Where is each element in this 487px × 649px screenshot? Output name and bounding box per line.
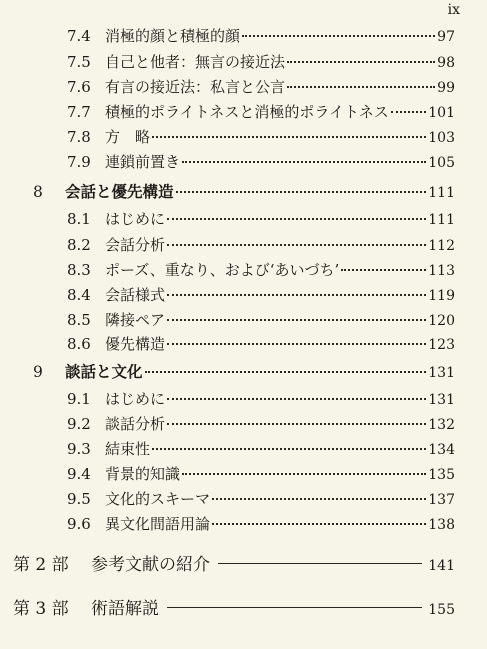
entry-title: 会話分析 bbox=[105, 236, 166, 254]
entry-number: 7.7 bbox=[67, 103, 91, 121]
dot-leader bbox=[287, 61, 435, 63]
entry-title: 結束性 bbox=[105, 440, 151, 458]
toc-entry-8-6 bbox=[67, 333, 455, 354]
entry-page: 135 bbox=[428, 467, 455, 483]
entry-number: 8.2 bbox=[67, 236, 91, 254]
toc-entry-9-5 bbox=[67, 488, 455, 509]
part-number: 第 2 部 bbox=[13, 555, 69, 575]
dot-leader bbox=[242, 35, 435, 37]
dot-leader bbox=[167, 294, 426, 296]
entry-title: ポーズ、重なり、および‘あいづち’ bbox=[105, 261, 340, 279]
toc-entry-7-5 bbox=[67, 51, 455, 72]
dot-leader bbox=[212, 498, 426, 500]
part-title: 参考文献の紹介 bbox=[91, 555, 210, 575]
entry-page: 99 bbox=[437, 80, 455, 96]
entry-page: 138 bbox=[428, 517, 455, 533]
dot-leader bbox=[167, 398, 426, 400]
entry-title: 連鎖前置き bbox=[105, 153, 181, 171]
entry-title: 背景的知識 bbox=[105, 465, 181, 483]
dot-leader bbox=[167, 423, 426, 425]
entry-page: 141 bbox=[428, 558, 455, 574]
toc-entry-9-2 bbox=[67, 413, 455, 434]
part-number: 第 3 部 bbox=[13, 599, 69, 619]
rule-leader bbox=[218, 563, 422, 564]
dot-leader bbox=[287, 86, 435, 88]
entry-number: 8.4 bbox=[67, 286, 91, 304]
entry-number: 7.8 bbox=[67, 128, 91, 146]
entry-title: 隣接ペア bbox=[105, 311, 166, 329]
dot-leader bbox=[152, 448, 426, 450]
entry-page: 113 bbox=[428, 263, 455, 279]
entry-title: 談話分析 bbox=[105, 415, 166, 433]
toc-entry-8-2 bbox=[67, 234, 455, 255]
entry-number: 8.5 bbox=[67, 311, 91, 329]
toc-entry-7-4 bbox=[67, 25, 455, 46]
entry-title: 優先構造 bbox=[105, 335, 166, 353]
toc-entry-9-4 bbox=[67, 463, 455, 484]
entry-page: 103 bbox=[428, 130, 455, 146]
toc-chapter-9 bbox=[33, 360, 455, 382]
entry-number: 7.5 bbox=[67, 53, 91, 71]
entry-title: 消極的顔と積極的顔 bbox=[105, 27, 241, 45]
dot-leader bbox=[182, 473, 426, 475]
dot-leader bbox=[152, 136, 426, 138]
entry-page: 119 bbox=[428, 288, 455, 304]
dot-leader bbox=[167, 218, 426, 220]
entry-number: 9.2 bbox=[67, 415, 91, 433]
toc-entry-7-9 bbox=[67, 151, 455, 172]
entry-page: 111 bbox=[428, 212, 455, 228]
dot-leader bbox=[167, 319, 426, 321]
toc-chapter-8 bbox=[33, 180, 455, 202]
entry-title: はじめに bbox=[105, 210, 166, 228]
toc-entry-8-3 bbox=[67, 259, 455, 280]
toc-part-2 bbox=[13, 550, 455, 575]
toc-entry-9-6 bbox=[67, 513, 455, 534]
toc-entry-8-4 bbox=[67, 284, 455, 305]
entry-number: 9.3 bbox=[67, 440, 91, 458]
dot-leader bbox=[167, 343, 426, 345]
toc-entry-8-5 bbox=[67, 309, 455, 330]
entry-page: 134 bbox=[428, 442, 455, 458]
entry-title: 積極的ポライトネスと消極的ポライトネス bbox=[105, 103, 389, 121]
dot-leader bbox=[212, 523, 426, 525]
entry-number: 9.6 bbox=[67, 515, 91, 533]
entry-number: 9.5 bbox=[67, 490, 91, 508]
entry-number: 9.1 bbox=[67, 390, 91, 408]
entry-page: 120 bbox=[428, 313, 455, 329]
entry-page: 131 bbox=[428, 365, 455, 381]
entry-number: 7.6 bbox=[67, 78, 91, 96]
entry-page: 112 bbox=[428, 238, 455, 254]
chapter-number: 9 bbox=[33, 363, 43, 381]
toc-entry-7-7 bbox=[67, 101, 455, 122]
chapter-title: 談話と文化 bbox=[65, 363, 143, 381]
page-number: ix bbox=[447, 2, 460, 18]
entry-title: 会話様式 bbox=[105, 286, 166, 304]
entry-title: 異文化間語用論 bbox=[105, 515, 211, 533]
entry-page: 101 bbox=[428, 105, 455, 121]
entry-page: 111 bbox=[428, 185, 455, 201]
toc-entry-7-8 bbox=[67, 126, 455, 147]
toc-part-3 bbox=[13, 594, 455, 619]
entry-number: 7.4 bbox=[67, 27, 91, 45]
entry-title: 方 略 bbox=[105, 128, 151, 146]
entry-number: 9.4 bbox=[67, 465, 91, 483]
entry-page: 155 bbox=[428, 602, 455, 618]
part-title: 術語解説 bbox=[91, 599, 159, 619]
entry-title: 自己と他者：無言の接近法 bbox=[105, 53, 286, 71]
entry-number: 8.3 bbox=[67, 261, 91, 279]
dot-leader bbox=[167, 244, 426, 246]
entry-page: 137 bbox=[428, 492, 455, 508]
entry-page: 98 bbox=[437, 55, 455, 71]
chapter-number: 8 bbox=[33, 183, 43, 201]
entry-title: 有言の接近法：私言と公言 bbox=[105, 78, 286, 96]
entry-title: 文化的スキーマ bbox=[105, 490, 211, 508]
dot-leader bbox=[182, 161, 426, 163]
entry-number: 8.1 bbox=[67, 210, 91, 228]
entry-number: 7.9 bbox=[67, 153, 91, 171]
toc-entry-9-3 bbox=[67, 438, 455, 459]
entry-title: はじめに bbox=[105, 390, 166, 408]
dot-leader bbox=[176, 191, 427, 193]
dot-leader bbox=[341, 269, 426, 271]
toc-entry-7-6 bbox=[67, 76, 455, 97]
dot-leader bbox=[391, 111, 426, 113]
entry-page: 132 bbox=[428, 417, 455, 433]
entry-page: 123 bbox=[428, 337, 455, 353]
entry-number: 8.6 bbox=[67, 335, 91, 353]
entry-page: 97 bbox=[437, 29, 455, 45]
rule-leader bbox=[167, 607, 422, 608]
entry-page: 131 bbox=[428, 392, 455, 408]
toc-entry-9-1 bbox=[67, 388, 455, 409]
toc-entry-8-1 bbox=[67, 208, 455, 229]
entry-page: 105 bbox=[428, 155, 455, 171]
dot-leader bbox=[145, 371, 427, 373]
chapter-title: 会話と優先構造 bbox=[65, 183, 174, 201]
